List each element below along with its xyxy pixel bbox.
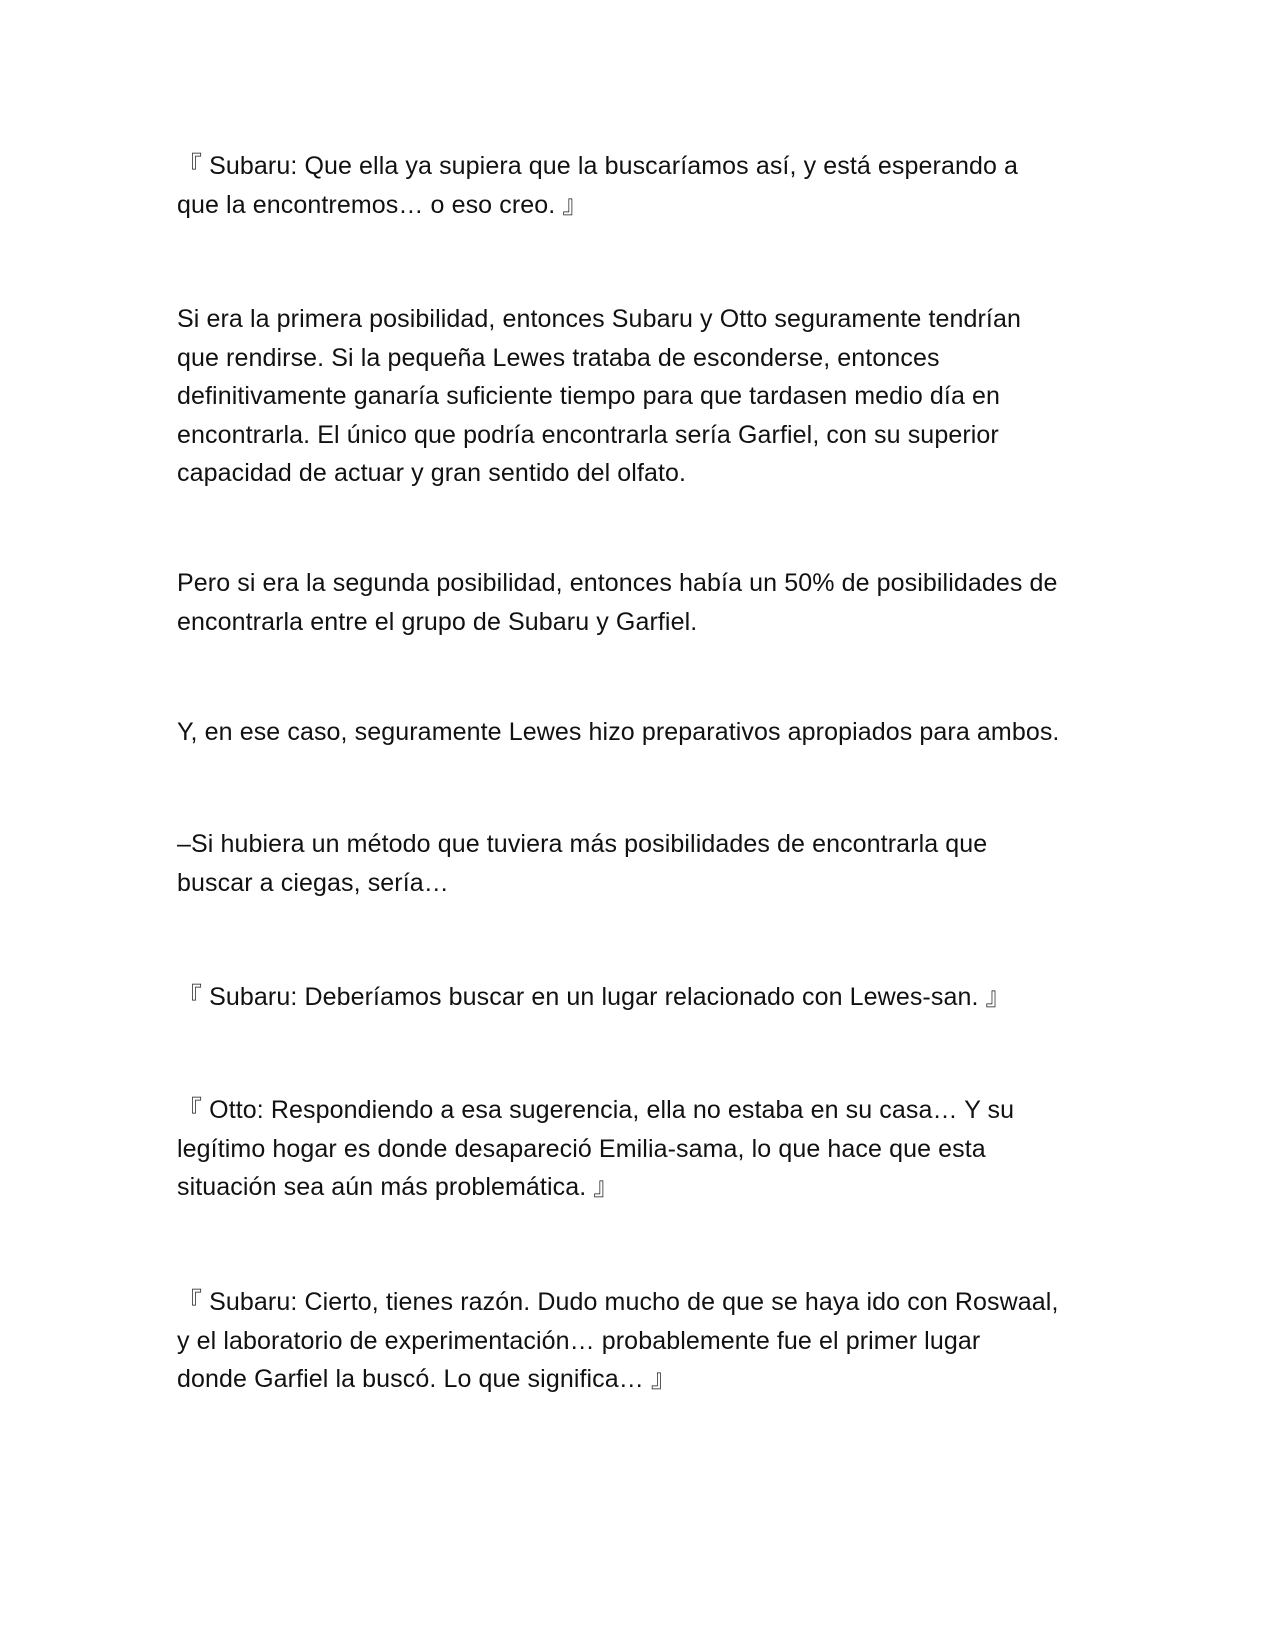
text-line: legítimo hogar es donde desapareció Emilia-sama, lo que hace que esta	[177, 1134, 986, 1163]
text-line: 『 Subaru: Que ella ya supiera que la buscaríamos así, y está esperando a	[177, 152, 1019, 180]
text-line: situación sea aún más problemática. 』	[177, 1173, 619, 1201]
text-line: –Si hubiera un método que tuviera más posibilidades de encontrarla que	[177, 830, 988, 858]
narration-paragraph-2	[177, 564, 1107, 641]
text-line: que rendirse. Si la pequeña Lewes trataba de esconderse, entonces	[177, 343, 940, 372]
dialogue-paragraph-subaru-1	[177, 147, 1107, 224]
text-line: 『 Subaru: Cierto, tienes razón. Dudo mucho de que se haya ido con Roswaal,	[177, 1288, 1059, 1316]
text-line: capacidad de actuar y gran sentido del olfato.	[177, 459, 687, 487]
text-line: definitivamente ganaría suficiente tiempo para que tardasen medio día en	[177, 382, 1000, 410]
text-line: 『 Otto: Respondiendo a esa sugerencia, ella no estaba en su casa… Y su	[177, 1096, 1015, 1124]
dialogue-paragraph-otto	[177, 1091, 1107, 1207]
dialogue-paragraph-subaru-3	[177, 1283, 1107, 1399]
text-line: y el laboratorio de experimentación… probablemente fue el primer lugar	[177, 1326, 981, 1355]
text-line: que la encontremos… o eso creo. 』	[177, 190, 588, 219]
text-line: 『 Subaru: Deberíamos buscar en un lugar relacionado con Lewes-san. 』	[177, 983, 1011, 1011]
text-line: Pero si era la segunda posibilidad, entonces había un 50% de posibilidades de	[177, 569, 1058, 597]
text-line: encontrarla. El único que podría encontrarla sería Garfiel, con su superior	[177, 420, 999, 449]
dialogue-paragraph-subaru-2	[177, 978, 1107, 1017]
narration-paragraph-1	[177, 300, 1107, 493]
text-line: buscar a ciegas, sería…	[177, 868, 449, 897]
text-line: donde Garfiel la buscó. Lo que significa… 』	[177, 1365, 677, 1393]
text-line: Si era la primera posibilidad, entonces Subaru y Otto seguramente tendrían	[177, 305, 1021, 333]
text-line: Y, en ese caso, seguramente Lewes hizo preparativos apropiados para ambos.	[177, 718, 1060, 746]
narration-paragraph-3	[177, 713, 1107, 752]
narration-paragraph-4	[177, 825, 1107, 902]
text-line: encontrarla entre el grupo de Subaru y Garfiel.	[177, 607, 698, 636]
